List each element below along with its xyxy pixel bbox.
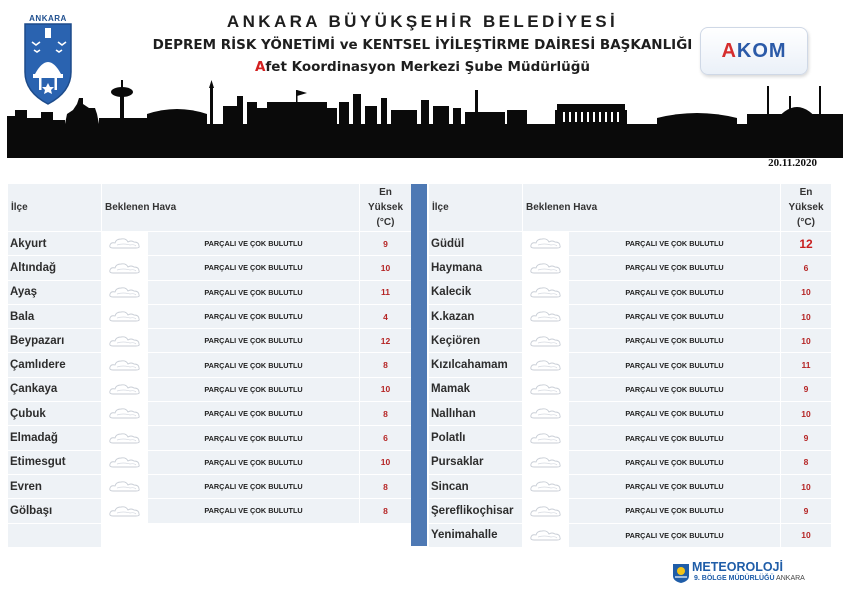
- table-row: [429, 523, 832, 547]
- district-header: İlçe: [8, 184, 102, 232]
- district-name: Çubuk: [8, 402, 102, 426]
- weather-description: PARÇALI VE ÇOK BULUTLU: [148, 280, 360, 304]
- table-row: [429, 499, 832, 523]
- max-temperature: 10: [781, 402, 832, 426]
- max-temperature: 8: [360, 353, 412, 377]
- meteorology-subtitle: [694, 575, 805, 582]
- table-row: [429, 232, 832, 256]
- weather-icon-cell: [102, 402, 148, 426]
- weather-description: PARÇALI VE ÇOK BULUTLU: [148, 499, 360, 523]
- weather-description: PARÇALI VE ÇOK BULUTLU: [148, 256, 360, 280]
- weather-description: PARÇALI VE ÇOK BULUTLU: [569, 280, 781, 304]
- weather-header: Beklenen Hava: [523, 184, 781, 232]
- max-temperature: 10: [360, 256, 412, 280]
- weather-icon-cell: [102, 474, 148, 498]
- left-weather-table: [7, 183, 412, 548]
- weather-description: PARÇALI VE ÇOK BULUTLU: [569, 474, 781, 498]
- weather-icon-cell: [102, 450, 148, 474]
- max-temp-header-line2: Yüksek: [367, 202, 404, 213]
- max-temperature: 8: [360, 499, 412, 523]
- district-name: K.kazan: [429, 304, 523, 328]
- partly-cloudy-icon: [529, 504, 563, 518]
- district-name: Haymana: [429, 256, 523, 280]
- meteorology-region: 9. BÖLGE MÜDÜRLÜĞÜ: [694, 575, 775, 582]
- table-row: [429, 304, 832, 328]
- table-row: [8, 304, 412, 328]
- table-row: [8, 256, 412, 280]
- table-row: [8, 450, 412, 474]
- table-row: [429, 377, 832, 401]
- max-temperature: 10: [360, 377, 412, 401]
- max-temp-header: [781, 184, 832, 232]
- weather-icon-cell: [523, 280, 569, 304]
- partly-cloudy-icon: [108, 309, 142, 323]
- akom-logo: [700, 27, 808, 75]
- max-temperature: 11: [360, 280, 412, 304]
- table-row: [429, 474, 832, 498]
- district-name: Bala: [8, 304, 102, 328]
- partly-cloudy-icon: [108, 455, 142, 469]
- table-row: [8, 402, 412, 426]
- weather-header: Beklenen Hava: [102, 184, 360, 232]
- max-temperature: 9: [781, 426, 832, 450]
- partly-cloudy-icon: [529, 479, 563, 493]
- partly-cloudy-icon: [108, 236, 142, 250]
- table-row: [429, 426, 832, 450]
- partly-cloudy-icon: [529, 431, 563, 445]
- weather-icon-cell: [523, 256, 569, 280]
- weather-description: PARÇALI VE ÇOK BULUTLU: [569, 304, 781, 328]
- district-name: Kızılcahamam: [429, 353, 523, 377]
- max-temp-header-line1: En: [799, 187, 813, 198]
- weather-description: PARÇALI VE ÇOK BULUTLU: [148, 232, 360, 256]
- meteorology-city: ANKARA: [774, 575, 805, 582]
- weather-icon-cell: [523, 474, 569, 498]
- max-temp-header: [360, 184, 412, 232]
- partly-cloudy-icon: [529, 261, 563, 275]
- district-name: Yenimahalle: [429, 523, 523, 547]
- district-name: Evren: [8, 474, 102, 498]
- partly-cloudy-icon: [108, 479, 142, 493]
- weather-icon-cell: [102, 499, 148, 523]
- weather-icon-cell: [102, 280, 148, 304]
- weather-description: PARÇALI VE ÇOK BULUTLU: [569, 377, 781, 401]
- weather-description: PARÇALI VE ÇOK BULUTLU: [569, 329, 781, 353]
- akom-rest: KOM: [736, 39, 787, 62]
- partly-cloudy-icon: [108, 431, 142, 445]
- empty-cell: [8, 523, 102, 547]
- district-name: Güdül: [429, 232, 523, 256]
- district-name: Altındağ: [8, 256, 102, 280]
- partly-cloudy-icon: [529, 285, 563, 299]
- partly-cloudy-icon: [108, 334, 142, 348]
- table-header-row: [8, 184, 412, 232]
- max-temp-header-line1: En: [379, 187, 392, 198]
- max-temperature: 10: [781, 523, 832, 547]
- table-divider: [411, 184, 427, 546]
- weather-description: PARÇALI VE ÇOK BULUTLU: [148, 304, 360, 328]
- weather-description: PARÇALI VE ÇOK BULUTLU: [148, 402, 360, 426]
- department-title: DEPREM RİSK YÖNETİMİ ve KENTSEL İYİLEŞTİRME DAİRESİ BAŞKANLIĞI: [152, 37, 693, 53]
- municipality-title: ANKARA BÜYÜKŞEHİR BELEDİYESİ: [226, 12, 619, 31]
- weather-icon-cell: [102, 256, 148, 280]
- weather-icon-cell: [102, 304, 148, 328]
- max-temperature: 9: [360, 232, 412, 256]
- branch-title-initial: A: [254, 59, 266, 75]
- max-temperature: 10: [781, 474, 832, 498]
- branch-title-rest: fet Koordinasyon Merkezi Şube Müdürlüğü: [265, 59, 591, 75]
- table-row: [429, 329, 832, 353]
- weather-icon-cell: [523, 450, 569, 474]
- max-temperature: 8: [781, 450, 832, 474]
- partly-cloudy-icon: [529, 406, 563, 420]
- table-row: [8, 426, 412, 450]
- table-row: [8, 232, 412, 256]
- weather-description: PARÇALI VE ÇOK BULUTLU: [148, 474, 360, 498]
- max-temperature: 8: [360, 474, 412, 498]
- weather-description: PARÇALI VE ÇOK BULUTLU: [148, 377, 360, 401]
- report-date: 20.11.2020: [768, 157, 817, 169]
- district-name: Keçiören: [429, 329, 523, 353]
- empty-cell: [102, 523, 148, 547]
- weather-description: PARÇALI VE ÇOK BULUTLU: [569, 232, 781, 256]
- table-header-row: [429, 184, 832, 232]
- partly-cloudy-icon: [529, 382, 563, 396]
- weather-icon-cell: [523, 499, 569, 523]
- table-row: [8, 329, 412, 353]
- max-temperature: 9: [781, 377, 832, 401]
- district-name: Pursaklar: [429, 450, 523, 474]
- empty-cell: [148, 523, 360, 547]
- max-temperature: 9: [781, 499, 832, 523]
- weather-icon-cell: [523, 402, 569, 426]
- meteorology-logo: [672, 560, 812, 590]
- weather-icon-cell: [523, 426, 569, 450]
- district-name: Sincan: [429, 474, 523, 498]
- district-name: Çamlıdere: [8, 353, 102, 377]
- meteorology-emblem-icon: [672, 562, 690, 584]
- max-temperature: 11: [781, 353, 832, 377]
- weather-icon-cell: [102, 232, 148, 256]
- table-row: [8, 499, 412, 523]
- table-row: [429, 256, 832, 280]
- weather-description: PARÇALI VE ÇOK BULUTLU: [569, 499, 781, 523]
- max-temperature: 10: [781, 329, 832, 353]
- max-temperature: 10: [781, 304, 832, 328]
- branch-title: [150, 59, 695, 75]
- district-name: Ayaş: [8, 280, 102, 304]
- district-name: Gölbaşı: [8, 499, 102, 523]
- max-temperature: 12: [781, 232, 832, 256]
- weather-icon-cell: [102, 329, 148, 353]
- table-row: [8, 474, 412, 498]
- weather-description: PARÇALI VE ÇOK BULUTLU: [148, 329, 360, 353]
- max-temp-header-line3: (°C): [797, 217, 815, 228]
- district-name: Beypazarı: [8, 329, 102, 353]
- weather-icon-cell: [523, 329, 569, 353]
- weather-icon-cell: [523, 523, 569, 547]
- weather-description: PARÇALI VE ÇOK BULUTLU: [569, 402, 781, 426]
- empty-cell: [360, 523, 412, 547]
- weather-icon-cell: [102, 426, 148, 450]
- partly-cloudy-icon: [108, 406, 142, 420]
- district-name: Akyurt: [8, 232, 102, 256]
- max-temperature: 6: [781, 256, 832, 280]
- district-name: Çankaya: [8, 377, 102, 401]
- logo-caption: ANKARA: [29, 14, 67, 23]
- table-row: [8, 280, 412, 304]
- weather-description: PARÇALI VE ÇOK BULUTLU: [569, 426, 781, 450]
- table-row: [8, 353, 412, 377]
- max-temperature: 4: [360, 304, 412, 328]
- partly-cloudy-icon: [529, 455, 563, 469]
- max-temperature: 6: [360, 426, 412, 450]
- partly-cloudy-icon: [108, 358, 142, 372]
- weather-description: PARÇALI VE ÇOK BULUTLU: [148, 353, 360, 377]
- partly-cloudy-icon: [529, 528, 563, 542]
- table-row: [429, 280, 832, 304]
- partly-cloudy-icon: [108, 285, 142, 299]
- max-temp-header-line2: Yüksek: [788, 202, 824, 213]
- max-temp-header-line3: (°C): [376, 217, 395, 228]
- max-temperature: 10: [781, 280, 832, 304]
- weather-icon-cell: [523, 304, 569, 328]
- table-row: [429, 353, 832, 377]
- partly-cloudy-icon: [108, 504, 142, 518]
- empty-row: [8, 523, 412, 547]
- weather-description: PARÇALI VE ÇOK BULUTLU: [569, 523, 781, 547]
- district-name: Nallıhan: [429, 402, 523, 426]
- partly-cloudy-icon: [529, 358, 563, 372]
- partly-cloudy-icon: [108, 261, 142, 275]
- max-temperature: 12: [360, 329, 412, 353]
- weather-icon-cell: [523, 377, 569, 401]
- district-header: İlçe: [429, 184, 523, 232]
- weather-icon-cell: [523, 353, 569, 377]
- weather-icon-cell: [523, 232, 569, 256]
- table-row: [429, 402, 832, 426]
- table-row: [429, 450, 832, 474]
- partly-cloudy-icon: [529, 309, 563, 323]
- district-name: Elmadağ: [8, 426, 102, 450]
- weather-description: PARÇALI VE ÇOK BULUTLU: [569, 353, 781, 377]
- district-name: Kalecik: [429, 280, 523, 304]
- weather-description: PARÇALI VE ÇOK BULUTLU: [569, 256, 781, 280]
- max-temperature: 8: [360, 402, 412, 426]
- akom-initial: A: [721, 39, 737, 62]
- district-name: Şereflikoçhisar: [429, 499, 523, 523]
- partly-cloudy-icon: [529, 334, 563, 348]
- ankara-skyline-image: [7, 80, 843, 158]
- partly-cloudy-icon: [529, 236, 563, 250]
- right-weather-table: [428, 183, 832, 548]
- table-row: [8, 377, 412, 401]
- weather-description: PARÇALI VE ÇOK BULUTLU: [148, 426, 360, 450]
- weather-description: PARÇALI VE ÇOK BULUTLU: [148, 450, 360, 474]
- max-temperature: 10: [360, 450, 412, 474]
- district-name: Etimesgut: [8, 450, 102, 474]
- weather-description: PARÇALI VE ÇOK BULUTLU: [569, 450, 781, 474]
- district-name: Polatlı: [429, 426, 523, 450]
- weather-icon-cell: [102, 377, 148, 401]
- meteorology-name: METEOROLOJİ: [692, 560, 783, 574]
- district-name: Mamak: [429, 377, 523, 401]
- partly-cloudy-icon: [108, 382, 142, 396]
- weather-icon-cell: [102, 353, 148, 377]
